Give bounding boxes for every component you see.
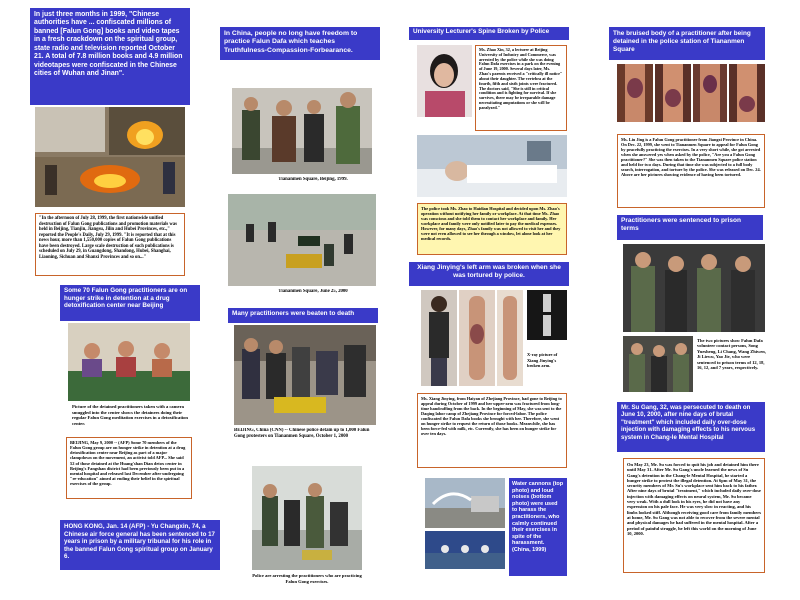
cnn-caption: BEIJING, China (CNN) -- Chinese police detain up to 1,000 Falun Gong protesters on Tiananmen Square, October 1, 2000 [234, 428, 370, 439]
hospital-bed-photo [417, 135, 567, 197]
sentenced-photo-1 [623, 244, 765, 332]
col3-xiang-header: Xiang Jinying's left arm was broken when she was tortured by police. [409, 262, 569, 286]
police-arrest-photo [252, 466, 362, 570]
xray-photo [527, 290, 567, 340]
bruised-body-photo-3 [693, 64, 727, 122]
xiang-jinying-story: Ms. Xiang Jinying, from Haiyan of Zhejiang Province, had gone to Beijing to appeal during October of 1999 and her upper-arm was fractured from long-time handcuffing from the back. In the beginning of May, she was sent to the Daqing labor camp of Zhejiang Province for forced-labor. The police confiscated the Falun Dafa books she brought with her. Therefore, she went on hunger strike to request the return of those books. Meanwhile, she has been force-fed with milk, etc. Currently, she has been on hunger strike for over ten days. [417, 393, 567, 468]
detox-center-caption: Picture of the detained practitioners taken with a camera smuggled into the center shows the detainees doing their regular Falun Gong meditation exercises in a detoxification center. [72, 404, 188, 426]
xiang-arm-photo-1 [459, 290, 495, 386]
book-burning-photo [35, 107, 185, 207]
column-1 [30, 0, 215, 600]
water-cannon-caption: Water cannons (top photo) and loud noises (bottom photo) were used to harass the practitioners, who calmly continued their exercises in spite of the harassment. (China, 1999) [509, 478, 567, 576]
col1-footer-hongkong: HONG KONG, Jan. 14 (AFP) - Yu Changxin, 74, a Chinese air force general has been sentenced to 17 years in prison by a military tribunal for his role in the banned Falun Gong spiritual group on January 6. [60, 520, 220, 570]
zhao-xin-story: Ms. Zhao Xin, 32, a lecturer at Beijing University of Industry and Commerce, was arrested by the police while she was doing Falun Dafa exercises in a park on the evening of June 19, 2000. Several days later, Ms. Zhao's parents received a "critically ill notice" about their daughter. The vertebra at the fourth, fifth and sixth joints were fractured. The doctors said, "She is still in critical condition and is fighting for survival. If she survives, there may be irreparable damage necessitating amputations or she will be paralyzed." [475, 45, 567, 131]
xiang-jinying-portrait [421, 290, 457, 386]
sentenced-photo-2 [623, 336, 693, 392]
col1-hunger-strike-header: Some 70 Falun Gong practitioners are on hunger strike in detention at a drug detoxification center near Beijing [60, 285, 200, 321]
col1-quote-publications: "In the afternoon of July 28, 1999, the first nationwide unified destruction of Falun Gong publications and promotion materials was held in Beijing, Tianjin, Jiangsu, Jilin and Hubei Provinces, etc.," reported the People's Daily, July 29, 1999. "It is reported that at this news hour, more than 1,550,000 copies of Falun Gong publications have been destroyed. Large scale destruction of such publications is scheduled on July 29, in Guangdong, Shandong, Hubei, Shanghai, Liaoning, Sichuan and Shanxi Provinces and so on..." [35, 213, 185, 276]
tiananmen-june-caption: Tiananmen Square, June 25, 2000 [278, 289, 348, 294]
column-2 [220, 0, 380, 600]
bruised-body-photo-4 [729, 64, 765, 122]
zhao-xin-hospital-story: The police took Ms. Zhao to Haidian Hospital and decided upon Ms. Zhao's operation without notifying her family or workplace. At that time Ms. Zhao was conscious and she told them to contact her workplace and family. Her workplace and family were only notified later to pay the medical expenses. However, for many days, Zhao's family was not allowed to visit her and they were not even allowed to see her through a window, let alone look at her medical records. [417, 203, 567, 255]
water-cannon-photo [425, 478, 505, 528]
xray-caption: X-ray picture of Xiang Jinying's broken arm. [527, 352, 558, 368]
liu-jing-story: Ms. Liu Jing is a Falun Gong practitioner from Jiangxi Province in China. On Dec. 22, 1999, she went to Tiananmen Square to appeal for Falun Gong by peacefully practicing the exercises. In a very short while, she got arrested when she answered yes when asked by the police, "Are you a Falun Gong practitioner?" She was then taken to the Tiananmen Square police station and held for two days. During that time she was subjected to a full body search, interrogation, and torture by the police. She was released on Dec. 24. Above are her pictures showing evidence of having been tortured. [617, 134, 765, 208]
col4-sentenced-header: Practitioners were sentenced to prison terms [617, 215, 763, 240]
column-4 [609, 0, 769, 600]
col4-header: The bruised body of a practitioner after being detained in the police station of Tiananmen Square [609, 27, 765, 60]
tiananmen-june-photo [228, 194, 376, 286]
col2-header: In China, people no long have freedom to practice Falun Dafa which teaches Truthfulness-Compassion-Forbearance. [220, 27, 380, 60]
col3-header: University Lecturer's Spine Broken by Police [409, 27, 569, 40]
beaten-practitioners-photo [234, 325, 376, 425]
col1-header: In just three months in 1999, "Chinese authorities have ... confiscated millions of banned [Falun Gong] books and video tapes in a fresh crackdown on the spiritual group, state radio and television reported October 21. A total of 7.8 million books and 4.9 million videotapes were confiscated in the Chinese cities of Wuhan and Jinan". [30, 8, 190, 105]
loud-noise-photo [425, 531, 505, 569]
su-gang-story: On May 23, Mr. Su was forced to quit his job and detained him there until May 31. After Mr. Su Gang's uncle learned the news of Su Gang's detention in the Chang-le Mental Hospital, he started a hunger strike to protest the illegal detention. At 6pm of May 31, the security members of Mr. Su's workplace sent him back to his father. After nine days of brutal "treatment," which included daily over-dose injection with damaging effects on neural system, Mr. Su became very weak. With a dull look in his eyes, he did not have any expression on his pale face. He was very slow in reacting, and his limbs looked stiff. Although receiving good care from family members at home, Mr. Su Gang was not able to recover from the severe mental and physical damages he had suffered in the mental hospital. After a period of painful struggle, he left this world on the morning of June 10, 2000. [623, 458, 765, 573]
col2-beaten-header: Many practitioners were beaten to death [228, 308, 378, 323]
bruised-body-photo-1 [617, 64, 653, 122]
xiang-arm-photo-2 [497, 290, 523, 386]
police-arrest-caption: Police are arresting the practitioners who are practicing Falun Gong exercises. [252, 573, 362, 584]
detox-center-photo [68, 323, 190, 401]
tiananmen-1999-photo [232, 88, 372, 174]
column-3 [409, 0, 569, 600]
zhao-xin-portrait [417, 45, 472, 117]
sentenced-caption: The two pictures show Falun Dafa volunteer contact persons, Song Yuesheng, Li Chang, Wang Zhiwen, Ji Liewu, Yao Jie, who were sentenced to prison terms of 12, 18, 16, 12, and 7 years, respectively. [697, 338, 766, 370]
bruised-body-photo-2 [655, 64, 691, 122]
col1-quote-beijing: BEIJING, May 9, 2000 -- (AFP) Some 70 members of the Falun Gong group are on hunger strike in detention at a drug detoxification center near Beijing as part of a major clampdown on the movement, an activist told AFP... She said 52 of those detained at the Huang'shan Dian detox center in Beijing's Fangshan district had been previously been put in a mental hospital and released last December after undergoing "re-education" aimed at ending their belief in the spiritual exercises of the group. [66, 437, 192, 499]
col4-su-gang-header: Mr. Su Gang, 32, was persecuted to death on June 10, 2000, after nine days of brutal "treatment" which included daily over-dose injection with damaging effects to his nervous system in Chang-le Mental Hospital [617, 402, 765, 452]
tiananmen-1999-caption: Tiananmen Square, Beijing, 1999. [278, 177, 348, 182]
